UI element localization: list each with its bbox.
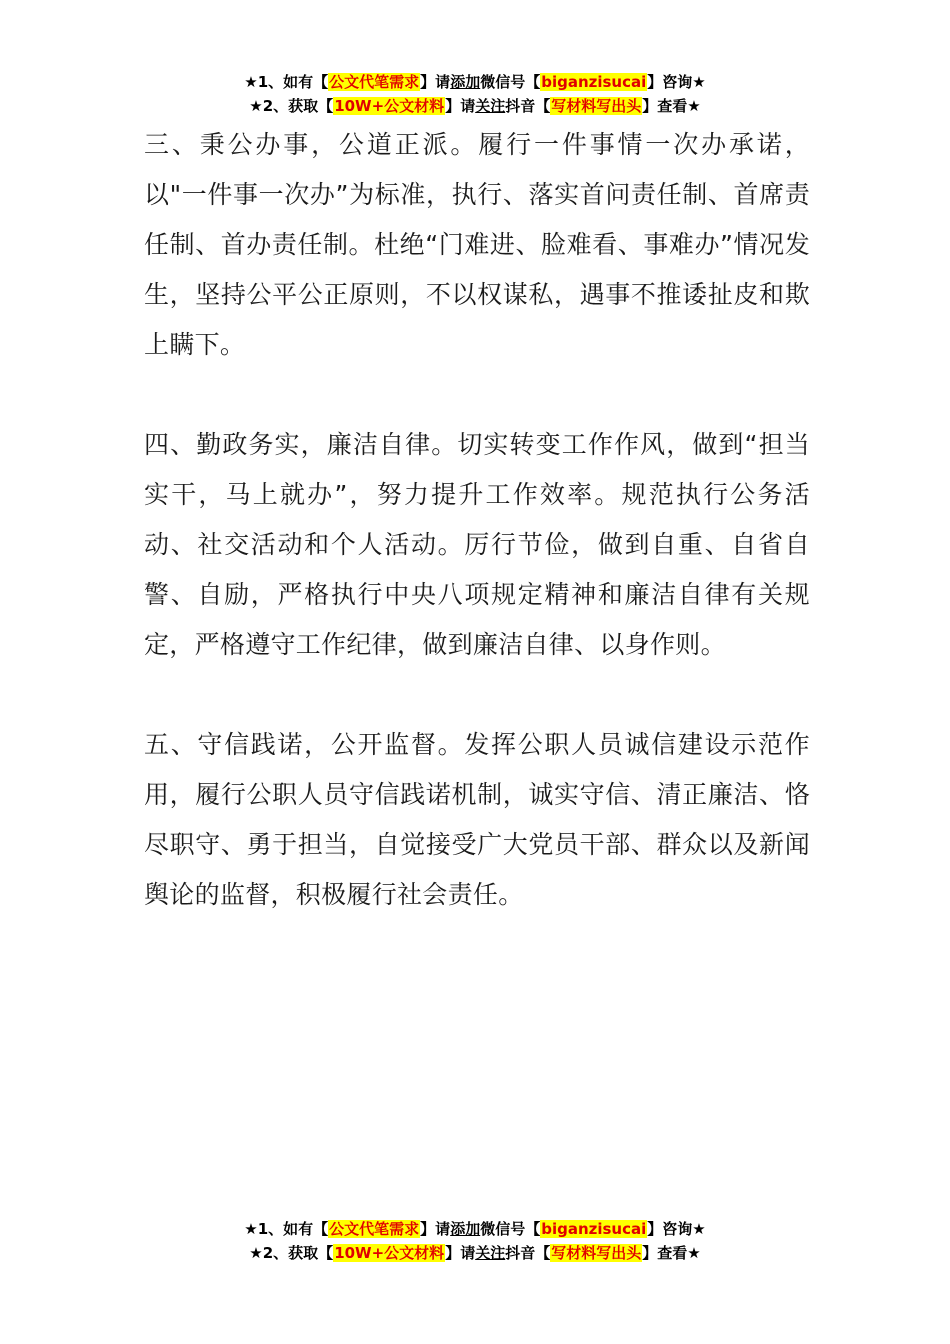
banner-highlight: 写材料写出头 xyxy=(551,97,642,115)
banner-line-1 xyxy=(0,70,950,94)
paragraph-three: 三、秉公办事，公道正派。履行一件事情一次办承诺，以"一件事一次办”为标准，执行、落实首问责任制、首席责任制、首办责任制。杜绝“门难进、脸难看、事难办”情况发生，坚持公平公正原则，不以权谋私，遇事不推诿扯皮和欺上瞒下。 xyxy=(144,130,810,359)
banner-highlight: biganzisucai xyxy=(541,1220,647,1238)
banner-text: 】查看★ xyxy=(642,1244,701,1262)
document-body xyxy=(144,120,810,920)
header-banner xyxy=(0,70,950,118)
banner-text: 微信号【 xyxy=(480,1220,541,1238)
paragraph-five: 五、守信践诺，公开监督。发挥公职人员诚信建设示范作用，履行公职人员守信践诺机制，诚实守信、清正廉洁、恪尽职守、勇于担当，自觉接受广大党员干部、群众以及新闻舆论的监督，积极履行社会责任。 xyxy=(144,730,810,909)
banner-highlight: 公文代笔需求 xyxy=(329,1220,420,1238)
banner-text: 抖音【 xyxy=(505,97,551,115)
banner-text: 抖音【 xyxy=(505,1244,551,1262)
footer-banner xyxy=(0,1217,950,1265)
banner-text: 】请 xyxy=(420,1220,451,1238)
banner-text: 】查看★ xyxy=(642,97,701,115)
banner-text: ★2、获取【 xyxy=(249,97,334,115)
banner-highlight: 10W+公文材料 xyxy=(334,1244,445,1262)
banner-line-2 xyxy=(0,94,950,118)
banner-text: ★1、如有【 xyxy=(244,73,329,91)
banner-underline: 关注 xyxy=(475,1244,506,1262)
paragraph-four: 四、勤政务实，廉洁自律。切实转变工作作风，做到“担当实干，马上就办”，努力提升工作效率。规范执行公务活动、社交活动和个人活动。厉行节俭，做到自重、自省自警、自励，严格执行中央八项规定精神和廉洁自律有关规定，严格遵守工作纪律，做到廉洁自律、以身作则。 xyxy=(144,430,810,659)
banner-highlight: 10W+公文材料 xyxy=(334,97,445,115)
banner-text: 】请 xyxy=(445,1244,476,1262)
banner-highlight: 写材料写出头 xyxy=(551,1244,642,1262)
banner-line-1 xyxy=(0,1217,950,1241)
banner-line-2 xyxy=(0,1241,950,1265)
banner-underline: 添加 xyxy=(450,1220,481,1238)
banner-highlight: biganzisucai xyxy=(541,73,647,91)
banner-underline: 添加 xyxy=(450,73,481,91)
banner-highlight: 公文代笔需求 xyxy=(329,73,420,91)
banner-text: ★1、如有【 xyxy=(244,1220,329,1238)
banner-text: 微信号【 xyxy=(480,73,541,91)
banner-text: 】咨询★ xyxy=(647,1220,706,1238)
banner-text: 】请 xyxy=(445,97,476,115)
banner-text: 】咨询★ xyxy=(647,73,706,91)
banner-underline: 关注 xyxy=(475,97,506,115)
banner-text: ★2、获取【 xyxy=(249,1244,334,1262)
banner-text: 】请 xyxy=(420,73,451,91)
